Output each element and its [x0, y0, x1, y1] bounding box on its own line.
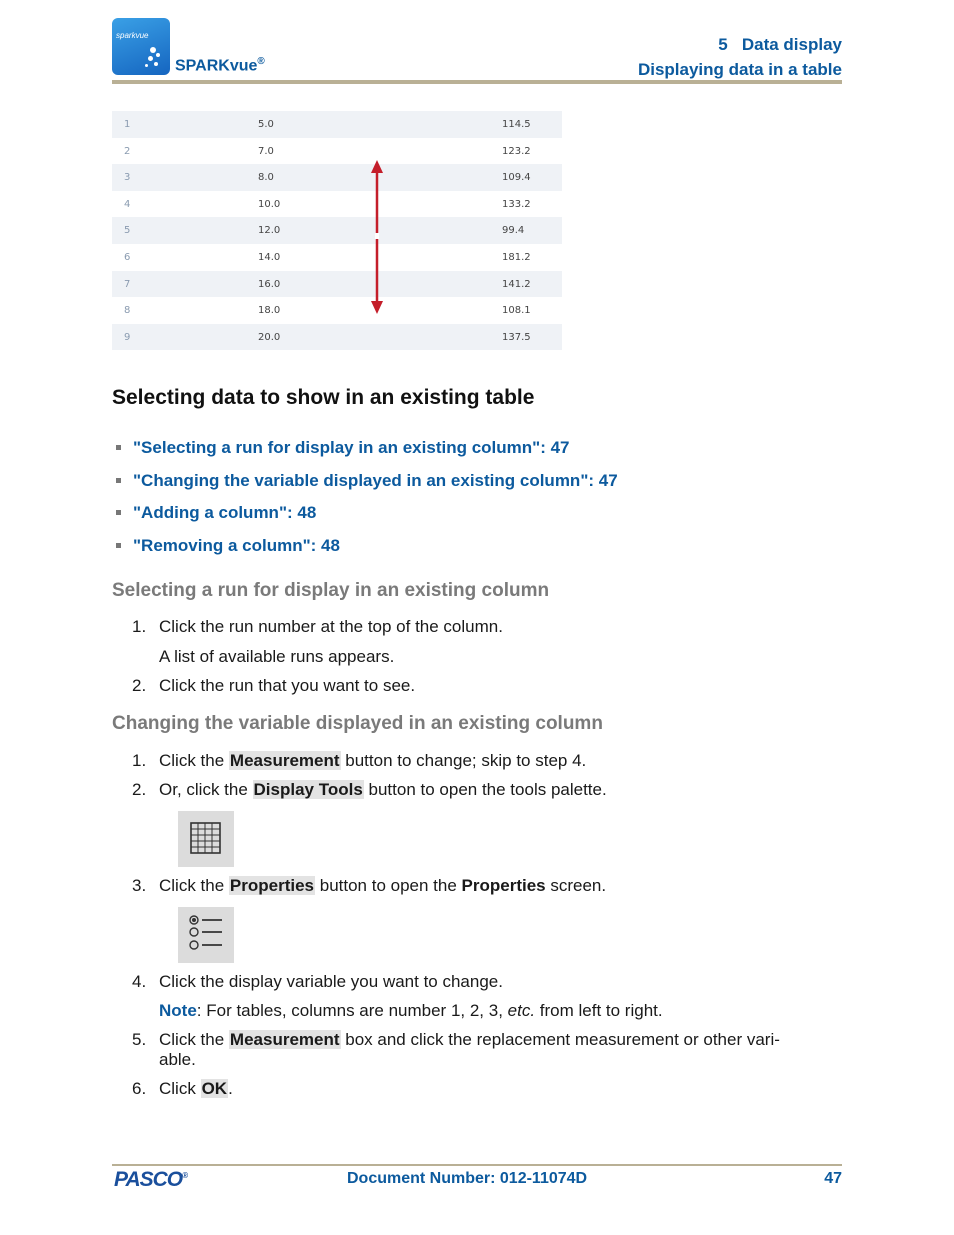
document-number: Document Number: 012-11074D — [347, 1170, 588, 1187]
x-value: 7.0 — [258, 145, 274, 157]
x-value: 8.0 — [258, 172, 274, 184]
x-value: 14.0 — [258, 251, 281, 263]
running-header — [638, 32, 842, 82]
row-number: 4 — [124, 198, 131, 210]
cross-reference-link[interactable]: "Adding a column": 48 — [133, 503, 317, 523]
table-row — [112, 244, 562, 271]
table-row — [112, 138, 562, 165]
y-value: 123.2 — [502, 145, 531, 157]
table-row — [112, 324, 562, 351]
row-number: 5 — [124, 225, 131, 237]
y-value: 141.2 — [502, 278, 531, 290]
display-tools-button-ref: Display Tools — [253, 780, 363, 799]
data-table-screenshot — [112, 111, 562, 350]
measurement-box-ref: Measurement — [229, 1030, 340, 1049]
table-row — [112, 271, 562, 298]
cross-reference-link[interactable]: "Changing the variable displayed in an existing column": 47 — [133, 470, 618, 490]
page-number: 47 — [824, 1170, 842, 1187]
y-value: 99.4 — [502, 225, 525, 237]
header-rule — [112, 80, 842, 84]
table-row — [112, 111, 562, 138]
subheading-change-variable: Changing the variable displayed in an existing column — [112, 713, 603, 734]
pasco-logo: PASCO® — [114, 1168, 188, 1191]
y-value: 181.2 — [502, 251, 531, 263]
cross-reference-link[interactable]: "Selecting a run for display in an existing column": 47 — [133, 438, 570, 457]
ok-button-ref: OK — [201, 1079, 228, 1098]
x-value: 16.0 — [258, 278, 281, 290]
subheading-select-run: Selecting a run for display in an existing column — [112, 580, 550, 601]
measurement-button-ref: Measurement — [229, 751, 340, 770]
row-number: 1 — [124, 119, 131, 130]
table-row — [112, 297, 562, 324]
link-list — [112, 438, 618, 569]
row-number: 3 — [124, 172, 131, 184]
row-number: 9 — [124, 331, 131, 343]
y-value: 108.1 — [502, 305, 531, 317]
square-bullet-icon — [116, 478, 121, 483]
y-value: 109.4 — [502, 172, 531, 184]
list-item — [112, 536, 618, 569]
x-value: 12.0 — [258, 225, 281, 237]
x-value: 18.0 — [258, 305, 281, 317]
note: Note: For tables, columns are number 1, 2, 3, etc. from left to right. — [159, 1001, 663, 1020]
sparkvue-logo — [112, 18, 170, 75]
step-5-continued: able. — [159, 1050, 196, 1069]
list-item — [112, 503, 618, 536]
table-row — [112, 217, 562, 244]
properties-button-ref: Properties — [229, 876, 315, 895]
page-header — [112, 18, 842, 84]
square-bullet-icon — [116, 543, 121, 548]
footer-rule — [112, 1164, 842, 1166]
properties-icon — [178, 907, 234, 963]
section-title: Displaying data in a table — [637, 60, 842, 79]
section-heading: Selecting data to show in an existing table — [112, 386, 535, 409]
list-item — [112, 438, 618, 471]
step-1-result: A list of available runs appears. — [159, 647, 395, 666]
x-value: 10.0 — [258, 198, 281, 210]
row-number: 7 — [124, 278, 131, 290]
square-bullet-icon — [116, 510, 121, 515]
table-row — [112, 164, 562, 191]
y-value: 137.5 — [502, 331, 531, 343]
chapter-title: 5 Data display — [718, 35, 842, 54]
y-value: 133.2 — [502, 198, 531, 210]
product-name: SPARKvue® — [175, 56, 265, 75]
display-tools-icon — [178, 811, 234, 867]
list-item — [112, 471, 618, 504]
square-bullet-icon — [116, 445, 121, 450]
x-value: 5.0 — [258, 119, 274, 130]
row-number: 2 — [124, 145, 131, 157]
row-number: 8 — [124, 305, 131, 317]
y-value: 114.5 — [502, 119, 531, 130]
scroll-arrow-icon — [366, 160, 388, 314]
table-row — [112, 191, 562, 218]
cross-reference-link[interactable]: "Removing a column": 48 — [133, 536, 340, 556]
row-number: 6 — [124, 251, 131, 263]
x-value: 20.0 — [258, 331, 281, 343]
logo-wordmark: sparkvue — [116, 31, 149, 40]
